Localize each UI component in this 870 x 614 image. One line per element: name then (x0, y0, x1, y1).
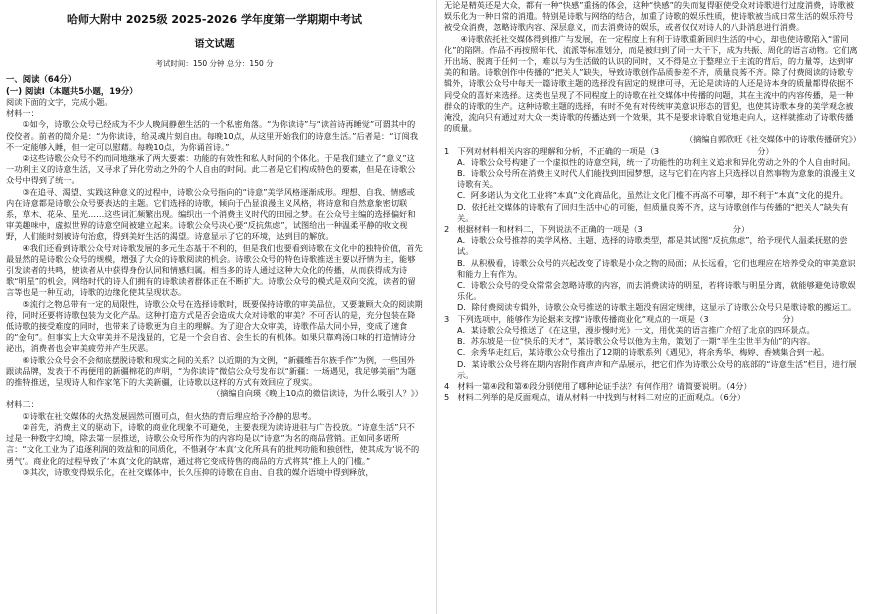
material1-paragraph: ⑤流行之物总带有一定的局限性，诗歌公众号在选择诗歌时，既要保持诗歌的审美品位，又要兼顾大众的阅读期待，同时还要将诗歌包装为文化产品。这种打造方式是否会造成大众对诗歌的审美？不可否认的是，充分包装在降低诗歌的接受难度的同时，也带来了诗歌更为自主的理解。为了迎合大众审美，诗歌作品大同小异，变成了速食的“金句”。但事实上大众审美并不是浅显的，它是一个会自省、会生长的有机体。如果只靠鸡汤口味的打造情诗分泌出，消费者也会审美疲劳并产生厌恶。 (6, 298, 423, 354)
question-option: D．依托社交媒体的诗歌有了回归生活中心的可能，但质量良莠不齐，这与诗歌创作与传播的“把关人”缺失有关。 (457, 201, 849, 223)
instructions: 阅读下面的文字，完成小题。 (6, 97, 113, 107)
column-divider (436, 0, 437, 614)
question-option: B．诗歌公众号所在消费主义时代人们能找到田园梦想，这与它们在内容上只选择以自然事物为意象的浪漫主义诗歌有关。 (457, 168, 856, 190)
material1-paragraph: ②这些诗歌公众号不约而同地继承了两大要素：功能的有效性和私人时间的个体化。于是我们建立了“意义”这一功利主义的诗意生活，又寻求了异化劳动之外的个人自由的时间。此二者是它们构成特色的要素，但是在诗歌公众号中得到了统一。 (6, 153, 416, 186)
material1-paragraph: ③在追寻、渴望、实践这种意义的过程中，诗歌公众号指向的“诗意”美学风格逐渐成形。理想、自我、情感或内在诗意都是诗歌公众号要表达的主题。它们选择的诗歌，倾向于凸显浪漫主义风格，将诗意和自然意象密切联系，草木、花朵、星光……这些词汇频繁出现。编织出一个消费主义时代的田园之梦。在公众号主编的选择偏好和审美趣味中，虚拟世界的诗意空间被建立起来。诗歌公众号决心要“反抗焦虑”，试图给出一种温柔平静的收文视野，人们能时刻被诗句治愈，得到美好生活的渴望。诗意显示了它的环境，达到目的解放。 (6, 186, 416, 242)
material1-source: （摘编自向瑛《晚上10点的微信读诗，为什么吸引人？》） (211, 388, 423, 399)
question-option: D．除付费阅读专辑外，诗歌公众号推送的诗歌主题没有固定规律，这显示了诗歌公众号只是歌诗歌的搬运工。 (457, 302, 857, 313)
question-stem: 1 下列对材料相关内容的理解和分析，不正确的一项是（3 分） (444, 145, 774, 156)
question-2 (444, 224, 861, 314)
material1-paragraph: ④我们还看到诗歌公众号对诗歌发展的多元生态基于不利的，但是我们也要看到诗歌在文化中的独特价值，首先最显然的是诗歌公众号的规模，增强了大众的诗歌阅读的机会。诗歌公众号的特色诗歌推送主要以抒情为主，能够引发读者的共鸣，使读者从中获得身份认同和情感归属。相当多的诗人通过这种大众化的传播，从而获得成为诗歌“明星”的机会，网络时代的诗人们拥有的诗歌读者群体正在不断扩大。诗歌公众号的模式是双向交流，读者的留言等也是一种互动，诗歌的边缘化使其呈现状态。 (6, 242, 423, 298)
question-option: C．诗歌公众号的受众常常会忽略诗歌的内容，而去消费读诗的明星，若将诗歌与明星分离，就能够避免诗歌娱乐化。 (457, 280, 856, 302)
question-option: B．从积极看，诗歌公众号的兴起改变了诗歌是小众之物的局面；从长远看，它们也理应在培养受众的审美意识和能力上有作为。 (457, 257, 856, 279)
material1-paragraph: ①如今，诗歌公众号已经成为不少人晚间静憩生活的一个私密角落。“为你读诗”与“读首诗再睡觉”可谓其中的佼佼者。前者的简介是：“为你读诗，给灵魂片刻自由。每晚10点，从这里开始我们的诗意生活。”后者是：“订阅我不一定能够入睡，但一定可以慰藉。每晚10点，为你诵首诗。” (6, 119, 419, 152)
material2-paragraph: ④诗歌依托社交媒体得到推广与发展，在一定程度上有利于诗歌重新回归生活的中心，却也使诗歌陷入“雷同化”的陷阱。作品不再按照年代、流派等标准划分，而是被归到了同一大干下，成为共振、周化的语言动物。它们离开出场、脱离于任何一个，难以与为生活做的认识的同时，又不得是立于整理立于主流的背后，的力量等，达到审美的和谐。诗歌创作中传播的“把关人”缺失，导致诗歌创作品质参差不齐，质量良莠不齐。除了付费阅读的诗歌专辑外，诗歌公众号中每天一篇诗歌主题的选择没有固定的规律可寻，无论是读诗的人还是诗本身的质量都得依据不同受众的喜好来选择。这类也呈现了不同程度上的诗歌在社交媒体中传播的问题，其在主流中的内容传播，是一种群众的诗歌的生产。这种诗歌主题的选择，有时不免有对传统审美意识形态的冒犯，也使其诗歌本身的美学观念被淹没，流向只有通过对大众一类诗歌的传播达到一个效果，其不是要求诗歌自觉地走向人，这样就推动了诗歌传播的质量。 (444, 33, 858, 134)
section-heading: 一、阅读（64分） (6, 74, 77, 84)
material2-continuation: 无论是精英还是大众，都有一种“快感”重扬的体会，这种“快感”的失而复得驱使受众对诗歌进行过度消费，诗歌被娱乐化为一种日常的消遣。特别是诗歌与网络的结合，加重了诗歌的娱乐性质，使诗歌被当成日常生活的娱乐符号被受众消费，忽略诗歌内容、深层意义，而去消费诗的娱乐，或者仅仅对诗人的八卦消息进行消费。 (444, 0, 854, 33)
question-5: 5 材料二列举的是反面观点，请从材料一中找到与材料二对应的正面观点。（6分） (444, 392, 746, 403)
question-1 (444, 146, 861, 224)
material2-paragraph: ③其次，诗歌变得娱乐化，在社交媒体中，长久压抑的诗歌在自由、自我的媒介语境中得到释放， (22, 466, 374, 477)
exam-subtitle: 语文试题 (194, 39, 235, 50)
question-option: B．苏东坡是一位“快乐的天才”，某诗歌公众号以他为主角，策划了一期“半生尘世半为仙”的内容。 (457, 336, 816, 347)
question-option: D．某诗歌公众号将在期内容附作商声声和产品展示，把它们作为诗歌公众号的底部的“诗意生活”栏目，进行展示。 (457, 358, 857, 380)
question-option: C．阿多诺认为文化工业将“本真”文化商品化，虽然让文化门槛不再高不可攀，却不利于“本真”文化的提升。 (457, 190, 849, 201)
exam-title: 哈师大附中 2025级 2025-2026 学年度第一学期期中考试 (67, 13, 362, 26)
question-3 (444, 314, 861, 381)
material1-paragraph: ⑥诗歌公众号会不会彻底摆脱诗歌和现实之间的关系？以近期的为文例，“新疆维吾尔族手作”为例，一些国外跟读品牌，发表于不再便用的新疆棉花的声明，“为你读诗”微信公众号发布以“新疆：一场遇见，我足够美丽”为题的推特推送，呈现诗人和作家笔下的大美新疆，让诗歌以这样的方式有效回应了现实。 (6, 354, 416, 388)
material2-paragraph: ①诗歌在社交媒体的火热发展固然可圈可点，但火热的背后理应给予冷静的思考。 (22, 410, 317, 421)
exam-info: 考试时间：150 分钟 总分：150 分 (155, 59, 274, 68)
material1-label: 材料一： (6, 108, 39, 119)
question-option: A．诗歌公众号推荐的美学风格、主题、选择的诗歌类型，都是其试图“反抗焦虑”，给予现代人温柔抚慰的尝试。 (457, 235, 848, 257)
question-option: C．余秀华走红后，某诗歌公众号推出了12期的诗歌系列《遇见》，将余秀华、梅婷、香姨集合到一起。 (457, 347, 830, 358)
left-column (6, 0, 423, 614)
subsection-heading: (一) 阅读Ⅰ（本题共5小题，19分） (6, 85, 138, 96)
question-option: A．某诗歌公众号推送了《在这里，漫步慢时光》一文，用优美的语言推广介绍了北京的四环景点。 (457, 324, 815, 335)
question-stem: 2 根据材料一和材料二，下列说法不正确的一项是（3 分） (444, 224, 750, 235)
question-4: 4 材料一第④段和第⑥段分别使用了哪种论证手法？有何作用？请简要说明。（4分） (444, 380, 752, 391)
material2-paragraph: ②首先，消费主义的驱动下，诗歌的商业化现象不可避免，主要表现为读诗进驻与广告投放。“诗意生活”只不过是一种数字幻境，除去第一层推送，诗歌公众号所作为的内容均是以“诗意”为名的商品营销。正如同多诺所言：“文化工业为了追逐利润的效益和的同质化，不惜剥夺‘本真’文化所具有的批判功能和独创性，使其成为‘说不的勇气’。商业化的过程导致了‘本真’文化的缺席，通过将它变成待售的商品的方式将其“推上人的门槛。” (6, 421, 420, 466)
question-option: A．诗歌公众号构建了一个虚拟性的诗意空间，统一了功能性的功利主义追求和异化劳动之外的个人自由时间。 (457, 156, 856, 167)
material2-source: （摘编自郭欣旺《社交媒体中的诗歌传播研究》） (684, 134, 861, 145)
material2-label: 材料二： (6, 399, 39, 410)
question-stem: 3 下列选项中，能够作为论据来支撑“诗歌传播商业化”观点的一项是（3 分） (444, 313, 799, 324)
right-column (444, 0, 861, 614)
